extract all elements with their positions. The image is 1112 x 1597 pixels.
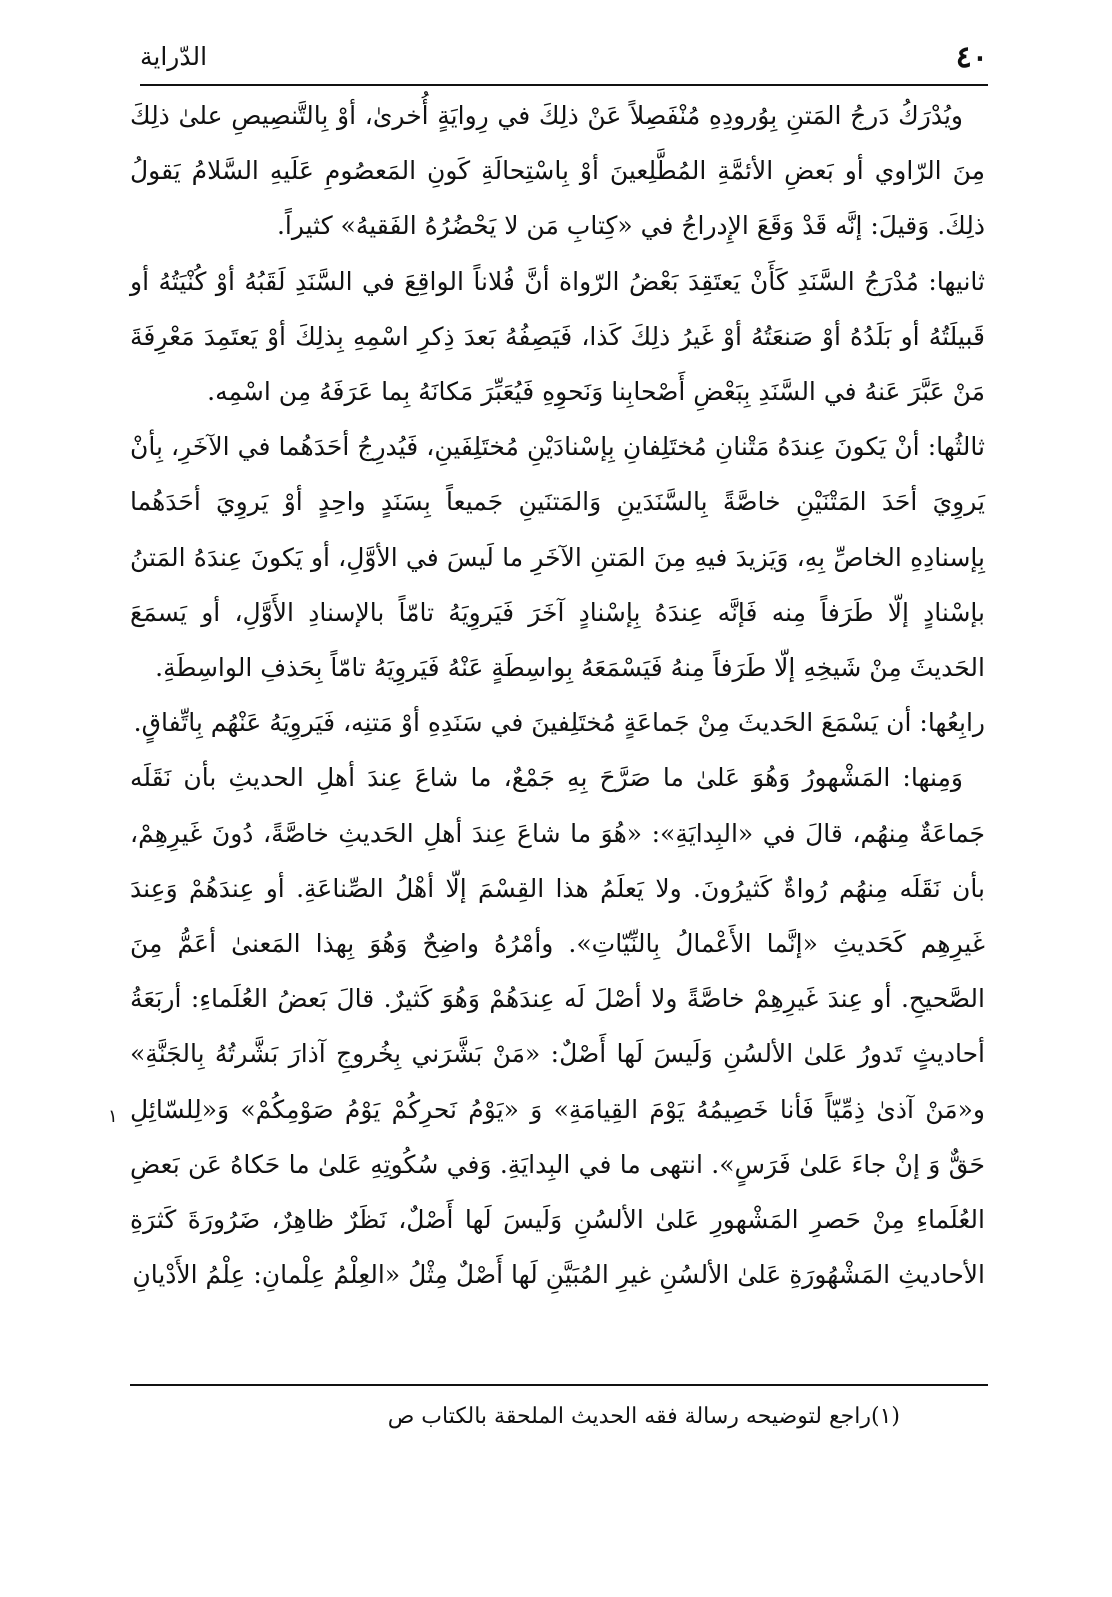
paragraph-second-sanad: ثانيها: مُدْرَجُ السَّنَدِ كَأَنْ يَعتَقِدَ بَعْضُ الرّواة أنَّ فُلاناً الواقِعَ في السَّنَدِ لَقَبُهُ أوْ كُنْيَتُهُ أو قَبيلَتُهُ أو بَلَدُهُ أوْ صَنعَتُهُ أوْ غَيرُ ذلِكَ كَذا، فَيَصِفُهُ بَعدَ ذِكرِ اسْمِهِ بِذلِكَ أوْ يَعتَمِدَ مَعْرِفَةَ مَنْ عَبَّرَ عَنهُ في السَّنَدِ بِبَعْضِ أَصْحابِنا وَنَحوِهِ فَيُعَبِّرَ مَكانَهُ بِما عَرَفَهُ مِن اسْمِه.	[130, 266, 985, 407]
paragraph-third-matn: ثالثُها: أنْ يَكونَ عِندَهُ مَتْنانِ مُختَلِفانِ بِإسْنادَيْنِ مُختَلِفَينِ، فَيُدرِجُ أحَدَهُما في الآخَرِ، بِأنْ يَروِيَ أحَدَ المَتْنَيْنِ خاصَّةً بِالسَّنَدَينِ وَالمَتنَينِ جَميعاً بِسَنَدٍ واحِدٍ أوْ يَروِيَ أحَدَهُما بِإسنادِهِ الخاصِّ بِهِ، وَيَزيدَ فيهِ مِنَ المَتنِ الآخَرِ ما لَيسَ في الأوَّلِ، أو يَكونَ عِندَهُ المَتنُ بإسْنادٍ إلّا طَرَفاً مِنه فَإنَّه عِندَهُ بِإسْنادٍ آخَرَ فَيَروِيَهُ تامّاً بالإسنادِ الأَوَّلِ، أو يَسمَعَ الحَديثَ مِنْ شَيخِهِ إلّا طَرَفاً مِنهُ فَيَسْمَعَهُ بِواسِطَةٍ عَنْهُ فَيَروِيَهُ تامّاً بِحَذفِ الواسِطَةِ.	[130, 432, 985, 683]
paragraph-mashhur: وَمِنها: المَشْهورُ وَهُوَ عَلىٰ ما صَرَّحَ بِهِ جَمْعٌ، ما شاعَ عِندَ أهلِ الحديثِ بأن نَقَلَه جَماعَةٌ مِنهُم، قالَ في «البِدايَةِ»: «هُوَ ما شاعَ عِندَ أهلِ الحَديثِ خاصَّةً، دُونَ غَيرِهِمْ، بأن نَقَلَه مِنهُم رُواةٌ كَثيرُونَ. ولا يَعلَمُ هذا القِسْمَ إلّا أهْلُ الصِّناعَةِ. أو عِندَهُمْ وَعِندَ غَيرِهِم كَحَديثِ «إنَّما الأَعْمالُ بِالنِّيّاتِ». وأمْرُهُ واضِحٌ وَهُوَ بِهذا المَعنىٰ أعَمُّ مِنَ الصَّحيحِ. أو عِندَ غَيرِهِمْ خاصَّةً ولا أصْلَ لَه عِندَهُمْ وَهُوَ كَثيرٌ. قالَ بَعضُ العُلَماءِ: أربَعَةُ أحاديثٍ تَدورُ عَلىٰ الألسُنِ وَلَيسَ لَها أَصْلٌ: «مَنْ بَشَّرَني بِخُروجِ آذارَ بَشَّرتُهُ بِالجَنَّةِ» و«مَنْ آذىٰ ذِمِّيّاً فَأنا خَصِيمُهُ يَوْمَ القِيامَةِ» وَ «يَوْمُ نَحرِكُمْ يَوْمُ صَوْمِكُمْ» وَ«لِلسّائِلِ حَقٌّ وَ إنْ جاءَ عَلىٰ فَرَسٍ». انتهى ما في البِدايَةِ. وَفي سُكُوتِهِ عَلىٰ ما حَكاهُ عَن بَعضِ العُلَماءِ مِنْ حَصرِ المَشْهورِ عَلىٰ الألسُنِ وَلَيسَ لَها أَصْلٌ، نَظَرٌ ظاهِرٌ، ضَرُورَةَ كَثرَةِ الأحاديثِ المَشْهُورَةِ عَلىٰ الألسُنِ غيرِ المُبَيَّنِ لَها أَصْلٌ مِثْلُ «العِلْمُ عِلْمانِ: عِلْمُ الأَدْيانِ	[130, 763, 985, 1290]
main-text	[130, 88, 985, 1302]
running-title: الدّراية	[140, 42, 208, 71]
paragraph-fourth: رابِعُها: أن يَسْمَعَ الحَديثَ مِنْ جَماعَةٍ مُختَلِفينَ في سَنَدِهِ أوْ مَتنِه، فَيَروِيَهُ عَنْهُم بِاتِّفاقٍ.	[133, 708, 985, 738]
page-number: ٤٠	[955, 40, 988, 75]
running-header	[140, 40, 988, 86]
footnote-marker: ١	[108, 1106, 118, 1127]
paragraph-idraj-recognition: ويُدْرَكُ دَرجُ المَتنِ بِوُرودِهِ مُنْفَصِلاً عَنْ ذلِكَ في رِوايَةٍ أُخرىٰ، أوْ بِالتَّنصِيصِ علىٰ ذلِكَ مِنَ الرّاوي أو بَعضِ الأئمَّةِ المُطَّلِعينَ أوْ بِاسْتِحالَةِ كَونِ المَعصُومِ عَلَيهِ السَّلامُ يَقولُ ذلِكَ. وَقيلَ: إنَّه قَدْ وَقَعَ الإِدراجُ في «كِتابِ مَن لا يَحْضُرُهُ الفَقيهُ» كثيراً.	[130, 101, 985, 241]
footnote-separator	[130, 1384, 988, 1386]
footnote: (١)راجع لتوضيحه رسالة فقه الحديث الملحقة بالكتاب ص	[387, 1404, 900, 1429]
